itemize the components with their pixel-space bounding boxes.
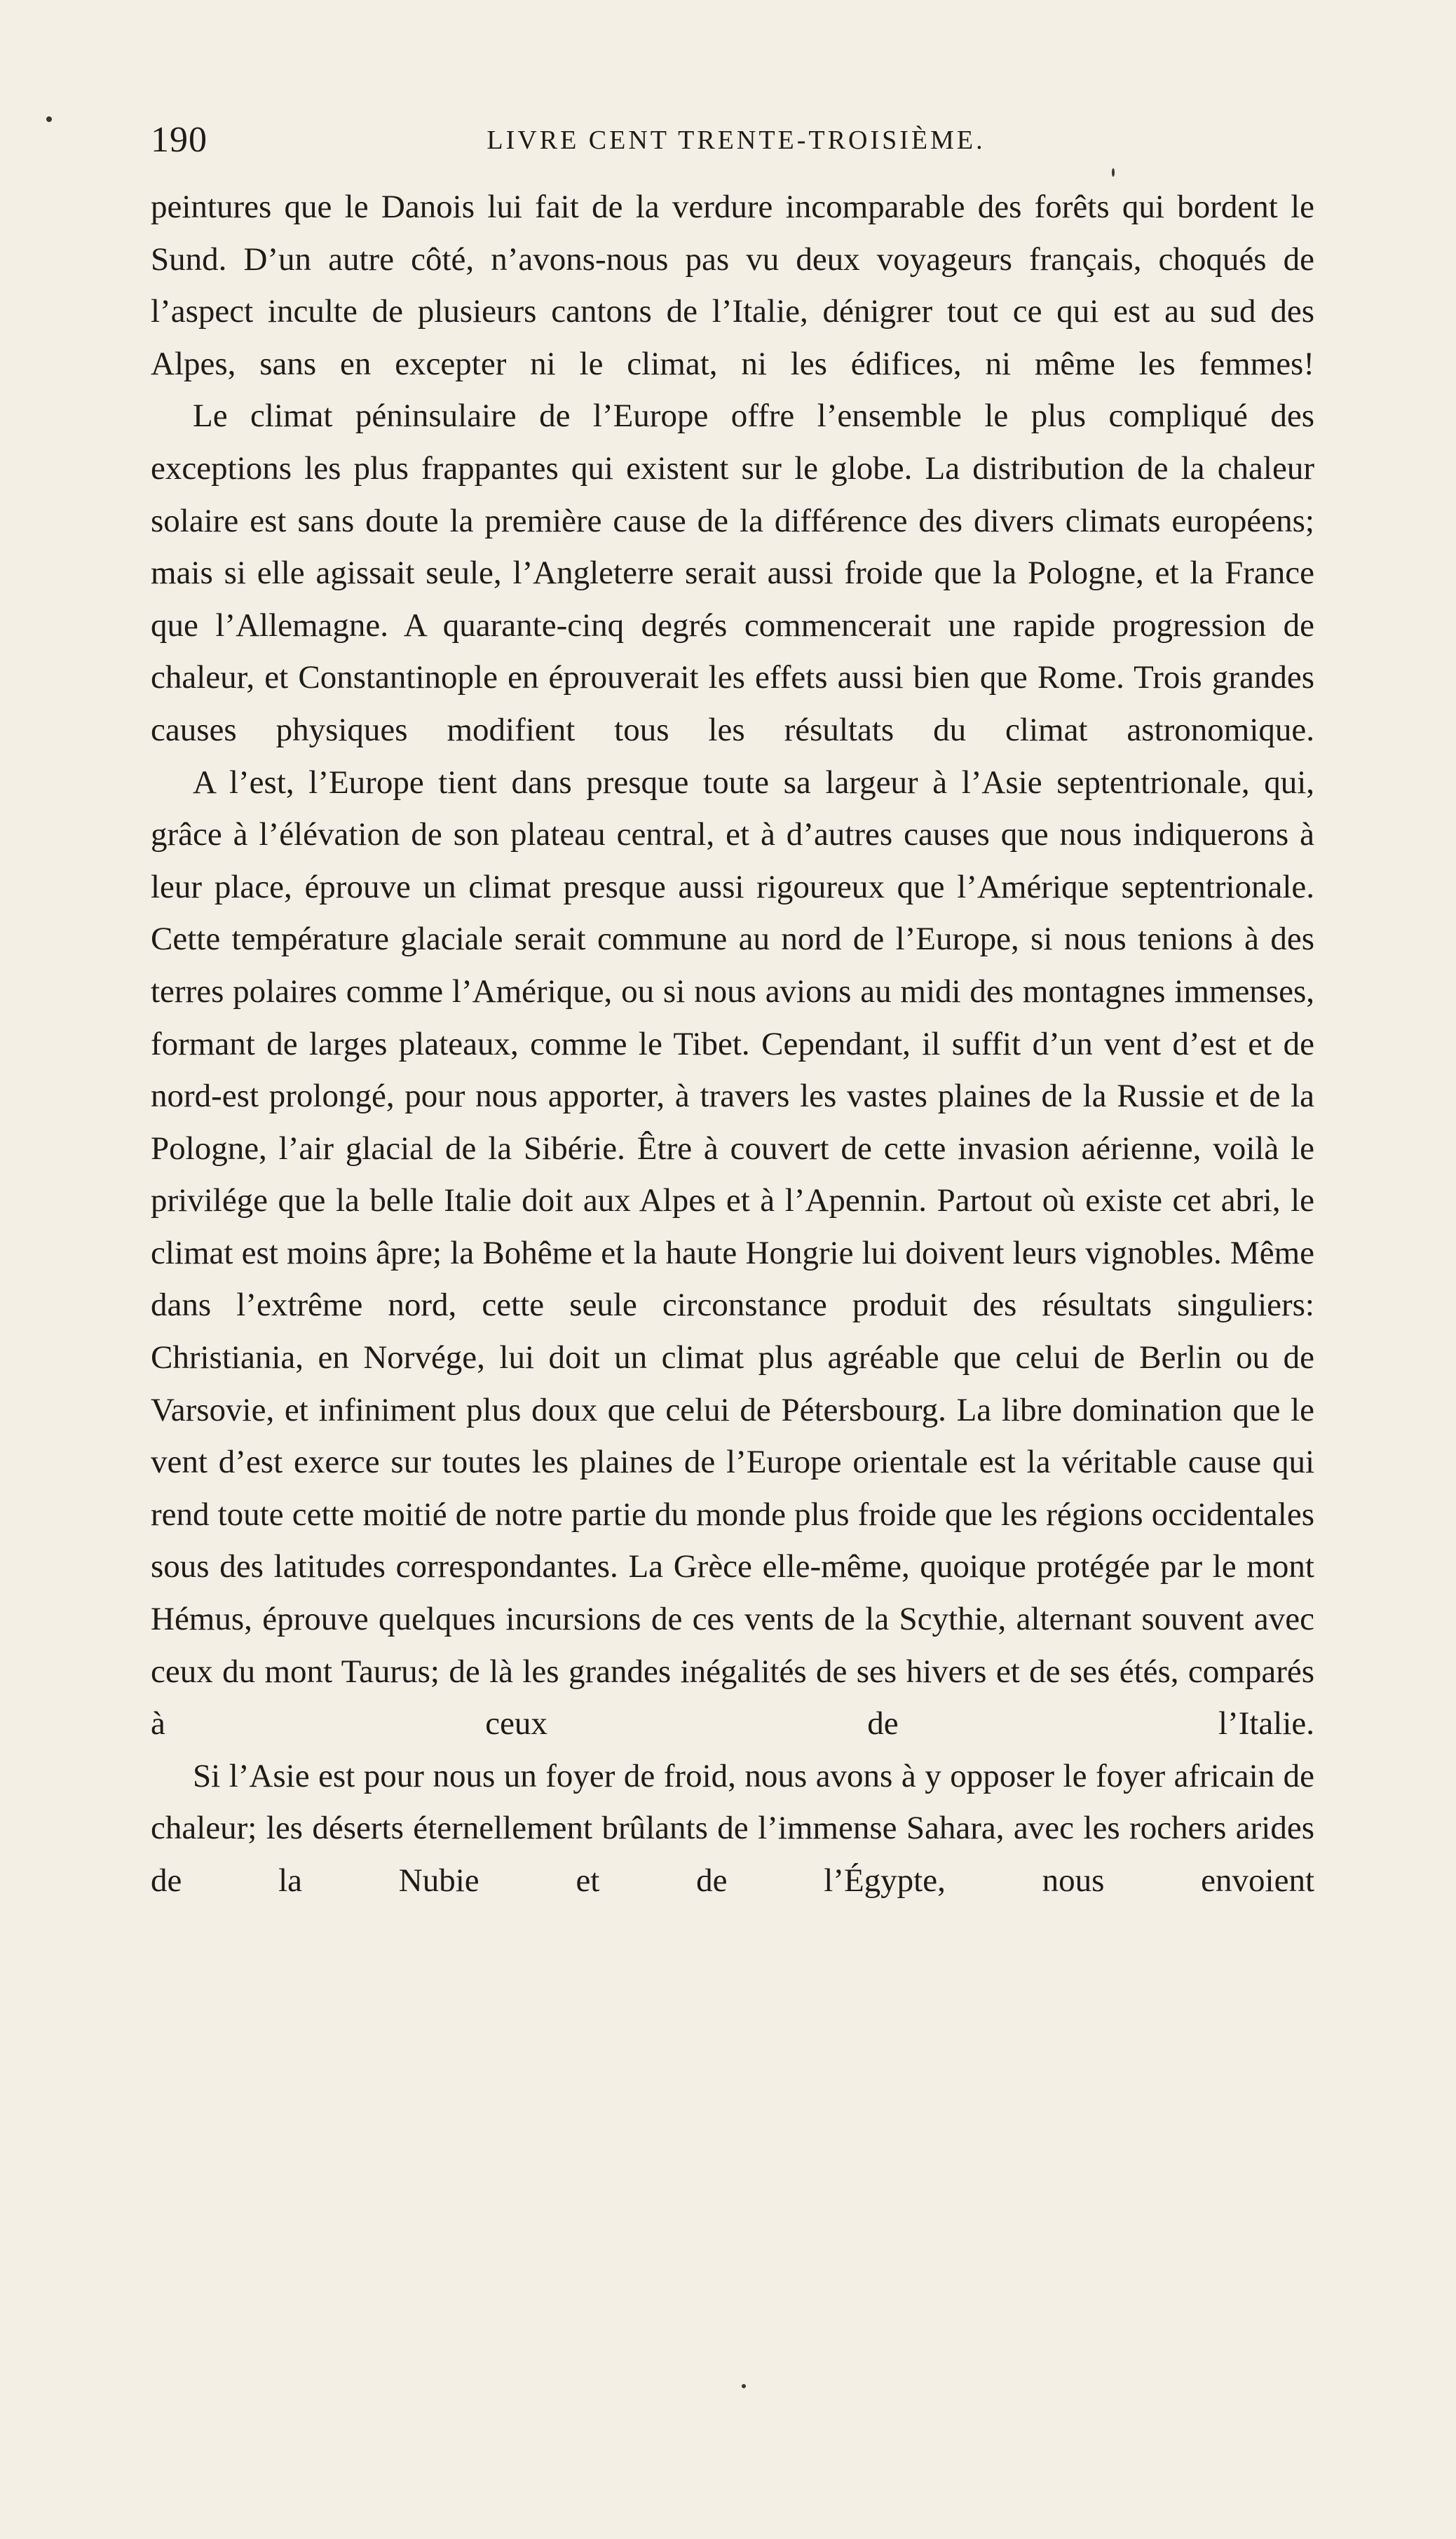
paragraph-1: peintures que le Danois lui fait de la verdure incomparable des forêts qui bordent le Sund. D’un autre côté, n’avons-nous pas vu deux voyageurs français, choqués de l’aspect inculte de plusieurs cantons de l’Italie, dénigrer tout ce qui est au sud des Alpes, sans en excepter ni le climat, ni les édifices, ni même les femmes!	[151, 189, 1314, 382]
paragraph-4: Si l’Asie est pour nous un foyer de froid, nous avons à y opposer le foyer africain de chaleur; les déserts éternellement brûlants de l’immense Sahara, avec les rochers arides de la Nubie et de l’Égypte, nous envoient	[151, 1757, 1314, 1899]
running-title: LIVRE CENT TRENTE-TROISIÈME.	[487, 126, 986, 155]
page-header	[151, 119, 1321, 168]
print-speck	[742, 2384, 746, 2388]
page-number: 190	[151, 120, 207, 160]
print-speck	[46, 116, 52, 122]
paragraph-3: A l’est, l’Europe tient dans presque toute sa largeur à l’Asie septentrionale, qui, grâce à l’élévation de son plateau central, et à d’autres causes que nous indiquerons à leur place, éprouve un climat presque aussi rigoureux que l’Amérique septentrionale. Cette température glaciale serait commune au nord de l’Europe, si nous tenions à des terres polaires comme l’Amérique, ou si nous avions au midi des montagnes immenses, formant de larges plateaux, comme le Tibet. Cependant, il suffit d’un vent d’est et de nord-est prolongé, pour nous apporter, à travers les vastes plaines de la Russie et de la Pologne, l’air glacial de la Sibérie. Être à couvert de cette invasion aérienne, voilà le privilége que la belle Italie doit aux Alpes et à l’Apennin. Partout où existe cet abri, le climat est moins âpre; la Bohême et la haute Hongrie lui doivent leurs vignobles. Même dans l’extrême nord, cette seule circonstance produit des résultats singuliers: Christiania, en Norvége, lui doit un climat plus agréable que celui de Berlin ou de Varsovie, et infiniment plus doux que celui de Pétersbourg. La libre domination que le vent d’est exerce sur toutes les plaines de l’Europe orientale est la véritable cause qui rend toute cette moitié de notre partie du monde plus froide que les régions occidentales sous des latitudes correspondantes. La Grèce elle-même, quoique protégée par le mont Hémus, éprouve quelques incursions de ces vents de la Scythie, alternant souvent avec ceux du mont Taurus; de là les grandes inégalités de ses hivers et de ses étés, comparés à ceux de l’Italie.	[151, 764, 1314, 1742]
page-body	[151, 181, 1314, 1907]
paragraph-2: Le climat péninsulaire de l’Europe offre l’ensemble le plus compliqué des exceptions les plus frappantes qui existent sur le globe. La distribution de la chaleur solaire est sans doute la première cause de la différence des divers climats européens; mais si elle agissait seule, l’Angleterre serait aussi froide que la Pologne, et la France que l’Allemagne. A quarante-cinq degrés commencerait une rapide progression de chaleur, et Constantinople en éprouverait les effets aussi bien que Rome. Trois grandes causes physiques modifient tous les résultats du climat astronomique.	[151, 398, 1314, 748]
print-speck	[1112, 168, 1115, 177]
